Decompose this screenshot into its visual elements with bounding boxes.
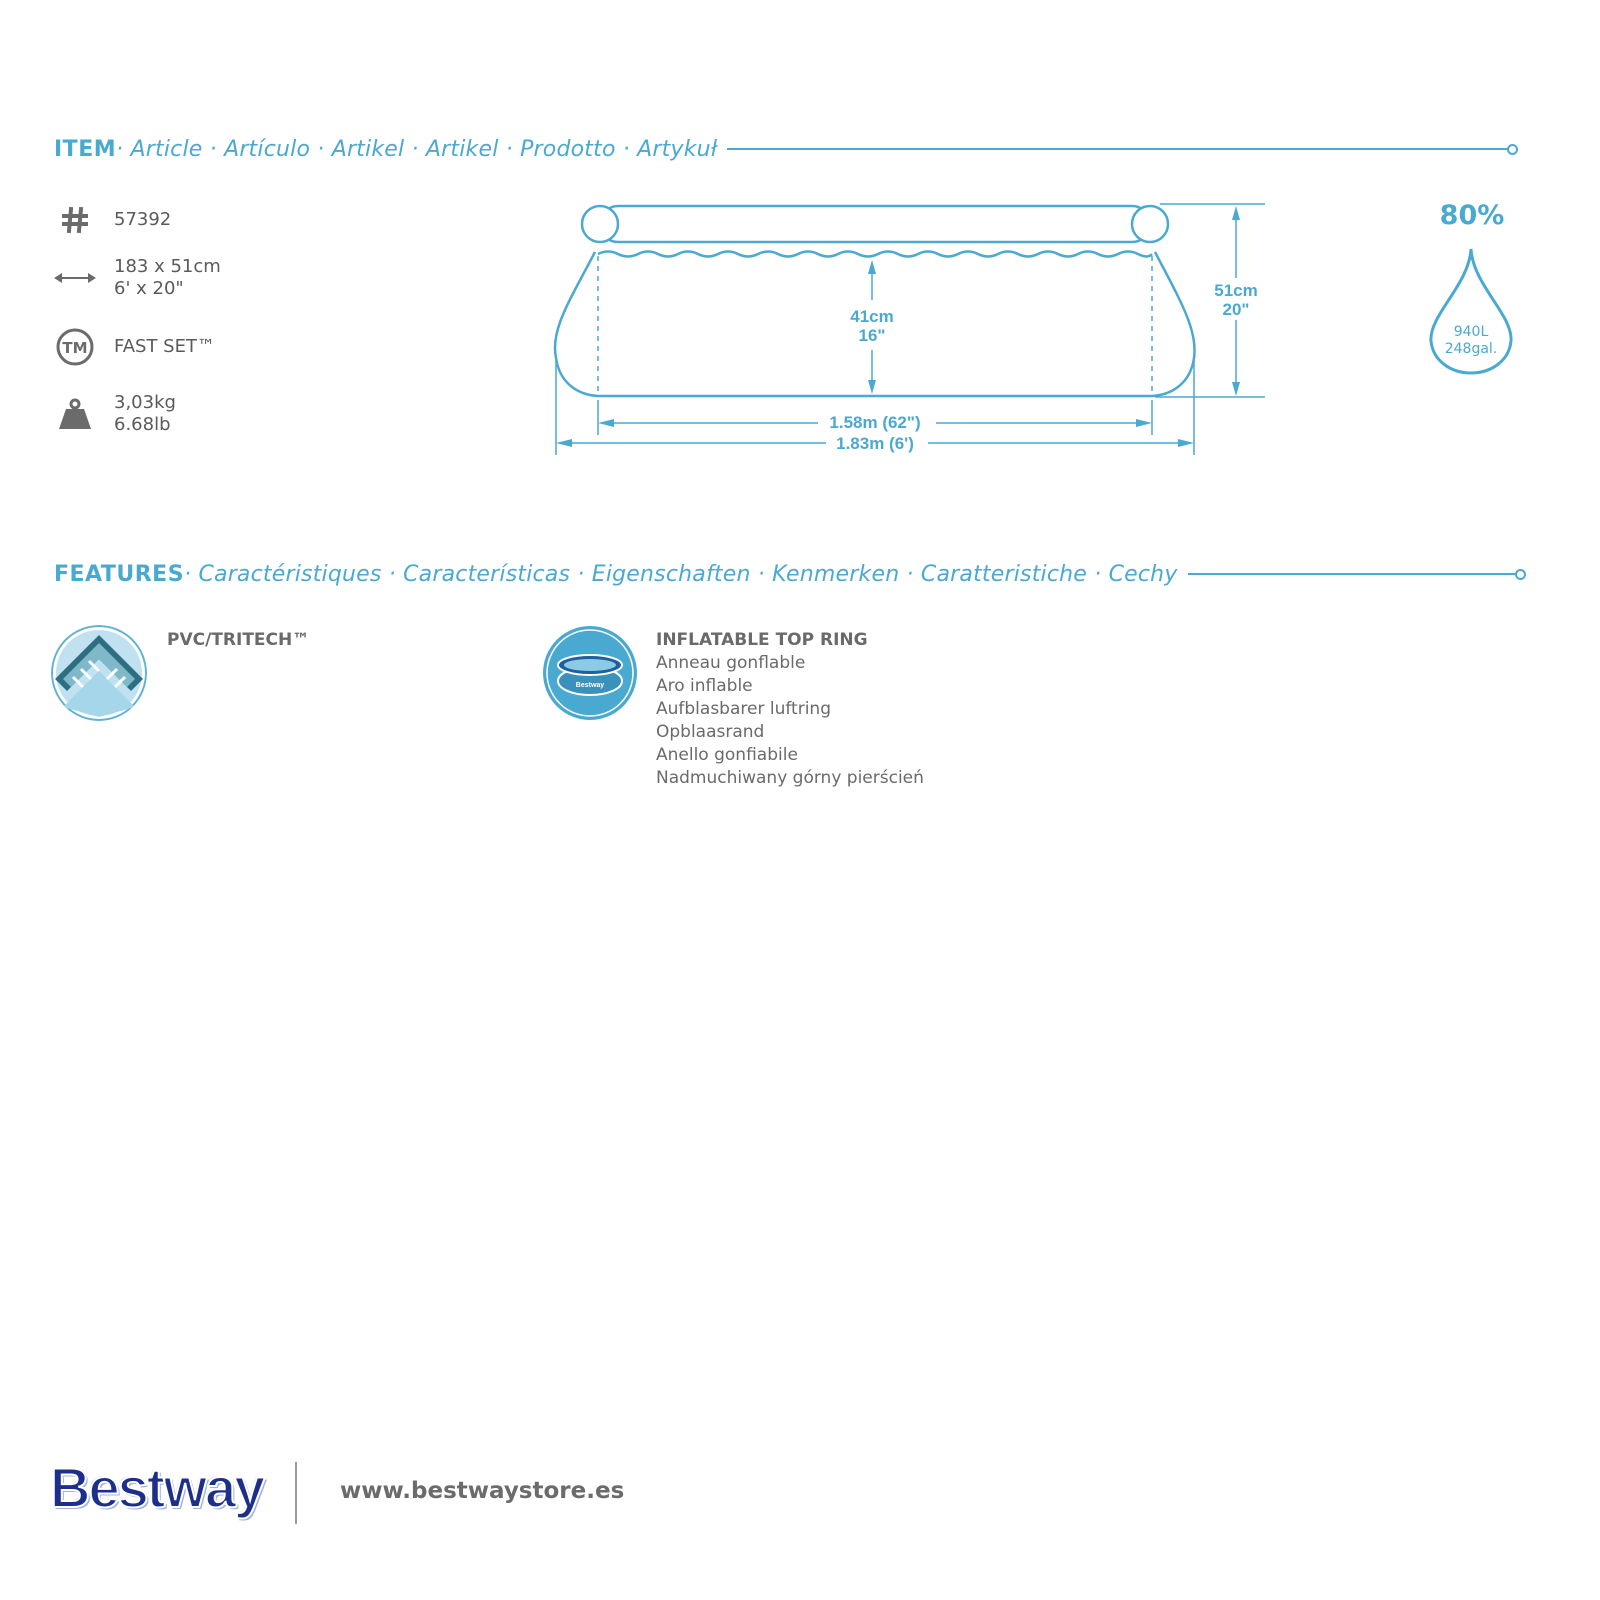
pool-height-in: 20": [1222, 300, 1250, 319]
hash-icon: [54, 199, 96, 241]
size-metric: 183 x 51cm: [114, 256, 221, 277]
ring-feature-title: INFLATABLE TOP RING: [656, 630, 868, 650]
header-line-dot: [1515, 569, 1526, 580]
water-depth-cm: 41cm: [850, 307, 894, 326]
features-header-translations: · Caractéristiques · Características · Eigenschaften · Kenmerken · Caratteristiche · Cechy: [184, 561, 1178, 587]
capacity-gallons: 248gal.: [1444, 341, 1498, 357]
size-imperial: 6' x 20": [114, 278, 184, 299]
inner-width-label: 1.58m (62"): [829, 413, 921, 432]
material-layers-icon: [51, 625, 147, 721]
pool-height-cm: 51cm: [1214, 281, 1258, 300]
header-line-dot: [1507, 144, 1518, 155]
header-divider-line: [1188, 573, 1522, 575]
water-depth-in: 16": [858, 326, 886, 345]
item-section-header: [54, 134, 1514, 164]
spec-weight: [54, 392, 176, 436]
dimensions-text: [114, 256, 221, 300]
outer-width-label: 1.83m (6'): [836, 434, 914, 453]
ring-feature-de: Aufblasbarer luftring: [656, 699, 831, 719]
ring-feature-nl: Opblaasrand: [656, 722, 765, 742]
spec-dimensions: [54, 256, 221, 300]
header-divider-line: [727, 148, 1514, 150]
top-ring: [600, 206, 1150, 242]
ring-end-left: [582, 206, 618, 242]
svg-text:TM: TM: [62, 339, 88, 357]
ring-icon-brand: Bestway: [575, 682, 605, 689]
weight-text: [114, 392, 176, 436]
fill-percent: 80%: [1439, 200, 1505, 231]
features-section-header: [54, 559, 1522, 589]
item-header-title: ITEM: [54, 136, 117, 162]
ring-feature-fr: Anneau gonflable: [656, 653, 806, 673]
trademark-icon: [54, 326, 96, 368]
pool-height-label: [1196, 281, 1276, 319]
weight-kg: 3,03kg: [114, 392, 176, 413]
weight-icon: [54, 393, 96, 435]
brand-line-text: FAST SET™: [114, 336, 215, 357]
bestway-logo: Bestway: [50, 1456, 264, 1519]
features-header-title: FEATURES: [54, 561, 185, 587]
ring-feature-es: Aro inflable: [656, 676, 753, 696]
capacity-label: [1425, 324, 1517, 358]
ring-feature-it: Anello gonfiabile: [656, 745, 798, 765]
water-surface: [598, 252, 1152, 257]
water-depth-label: [832, 307, 912, 345]
inflatable-ring-icon: [542, 625, 638, 721]
ring-end-right: [1132, 206, 1168, 242]
store-url-link[interactable]: www.bestwaystore.es: [340, 1478, 625, 1504]
footer-divider: [295, 1462, 297, 1524]
capacity-liters: 940L: [1453, 324, 1489, 340]
item-code: 57392: [114, 209, 172, 230]
spec-brand-line: [54, 326, 215, 368]
ring-feature-pl: Nadmuchiwany górny pierścień: [656, 768, 924, 788]
weight-lb: 6.68lb: [114, 414, 171, 435]
spec-item-code: [54, 199, 171, 241]
material-feature-title: PVC/TRITECH™: [167, 630, 310, 650]
double-arrow-icon: [54, 257, 96, 299]
ring-feature-text: [656, 629, 924, 790]
item-header-translations: · Article · Artículo · Artikel · Artikel · Prodotto · Artykuł: [116, 136, 718, 162]
